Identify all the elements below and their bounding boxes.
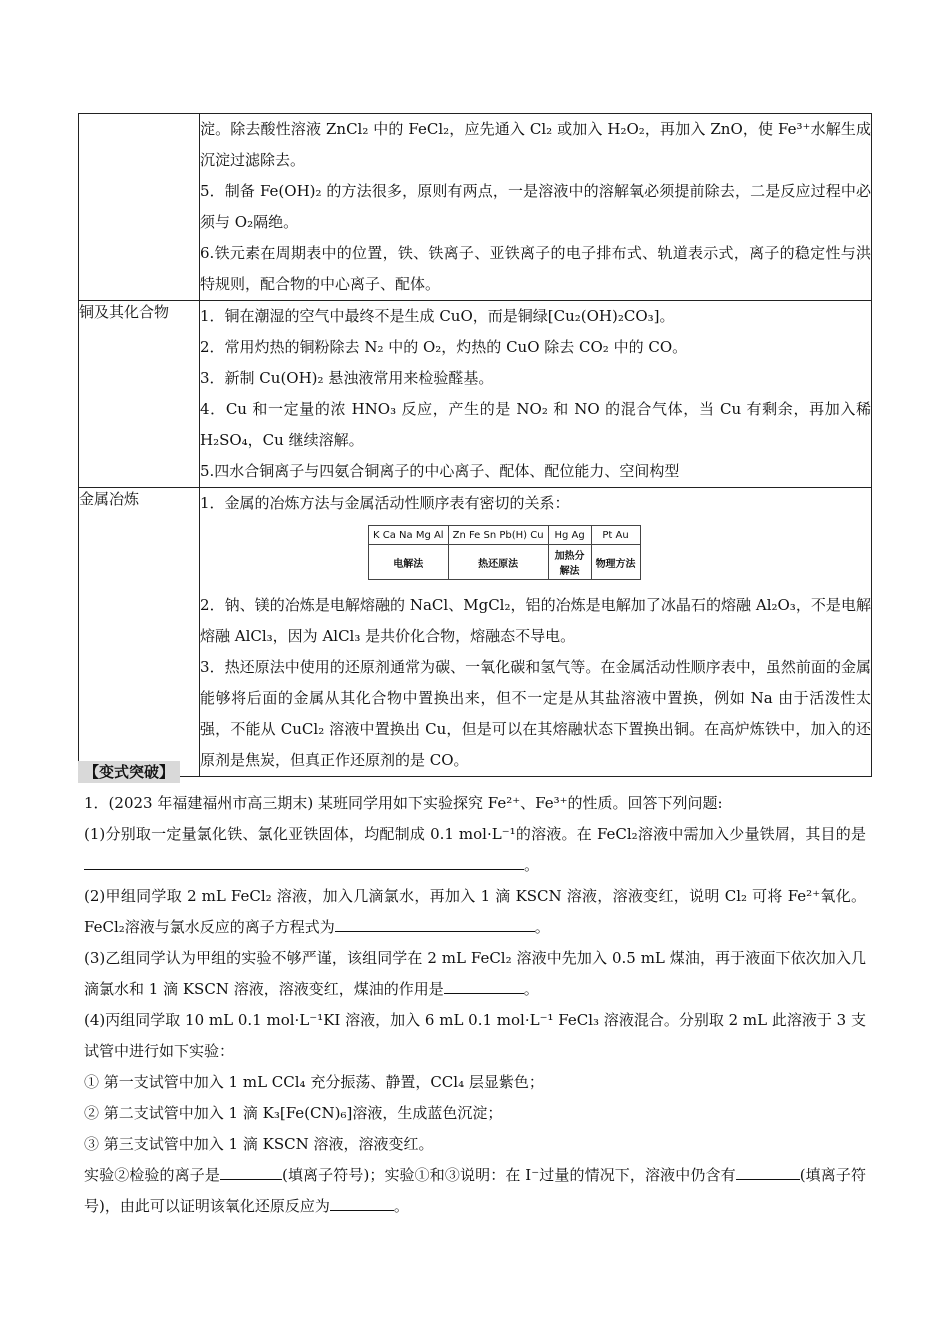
paragraph: 5．制备 Fe(OH)₂ 的方法很多，原则有两点，一是溶液中的溶解氧必须提前除去，二是反应过程中必须与 O₂隔绝。 [200,182,871,231]
metal-group: Hg Ag [548,526,591,545]
table-row [79,301,872,488]
table-row [79,488,872,777]
category-label: 金属冶炼 [79,490,140,508]
metal-group: Zn Fe Sn Pb(H) Cu [448,526,548,545]
answer-blank[interactable] [444,975,524,994]
content-cell [200,488,872,777]
question-stem: 1．(2023 年福建福州市高三期末) 某班同学用如下实验探究 Fe²⁺、Fe³⁺的性质。回答下列问题: [84,794,723,812]
method-label: 电解法 [369,545,449,580]
questions-block [84,788,866,1222]
answer-blank[interactable] [220,1161,282,1180]
metal-group: Pt Au [591,526,640,545]
experiment-item: ① 第一支试管中加入 1 mL CCl₄ 充分振荡、静置，CCl₄ 层显紫色； [84,1073,544,1091]
paragraph: 3．新制 Cu(OH)₂ 悬浊液常用来检验醛基。 [200,369,494,387]
question-part: (3)乙组同学认为甲组的实验不够严谨，该组同学在 2 mL FeCl₂ 溶液中先加入 0.5 mL 煤油，再于液面下依次加入几滴氯水和 1 滴 KSCN 溶液，溶液变红，煤油的作用是 。 [84,949,866,998]
section-title: 【变式突破】 [78,761,180,783]
answer-blank[interactable] [335,913,535,932]
paragraph: 3．热还原法中使用的还原剂通常为碳、一氧化碳和氢气等。在金属活动性顺序表中，虽然前面的金属能够将后面的金属从其化合物中置换出来，但不一定是从其盐溶液中置换，例如 Na 由于活泼性太强，不能从 CuCl₂ 溶液中置换出 Cu，但是可以在其熔融状态下置换出铜。在高炉炼铁中，加入的还原剂是焦炭，但真正作还原剂的是 CO。 [200,658,871,769]
paragraph: 淀。除去酸性溶液 ZnCl₂ 中的 FeCl₂，应先通入 Cl₂ 或加入 H₂O₂，再加入 ZnO，使 Fe³⁺水解生成沉淀过滤除去。 [200,120,871,169]
category-cell [79,488,200,777]
method-label: 热还原法 [448,545,548,580]
category-cell [79,301,200,488]
answer-blank[interactable] [736,1161,800,1180]
category-cell [79,114,200,301]
content-cell [200,301,872,488]
question-part: (2)甲组同学取 2 mL FeCl₂ 溶液，加入几滴氯水，再加入 1 滴 KSCN 溶液，溶液变红，说明 Cl₂ 可将 Fe²⁺氧化。FeCl₂溶液与氯水反应的离子方程式为 。 [84,887,866,936]
paragraph: 2．钠、镁的冶炼是电解熔融的 NaCl、MgCl₂，铝的冶炼是电解加了冰晶石的熔融 Al₂O₃，不是电解熔融 AlCl₃，因为 AlCl₃ 是共价化合物，熔融态不导电。 [200,596,871,645]
paragraph: 4．Cu 和一定量的浓 HNO₃ 反应，产生的是 NO₂ 和 NO 的混合气体，当 Cu 有剩余，再加入稀 H₂SO₄，Cu 继续溶解。 [200,400,871,449]
content-cell [200,114,872,301]
knowledge-table [78,113,872,777]
answer-blank[interactable] [330,1192,394,1211]
paragraph: 5.四水合铜离子与四氨合铜离子的中心离子、配体、配位能力、空间构型 [200,462,680,480]
category-label: 铜及其化合物 [79,303,170,321]
paragraph: 1．金属的冶炼方法与金属活动性顺序表有密切的关系： [200,494,570,512]
metal-group: K Ca Na Mg Al [369,526,449,545]
question-part: (1)分别取一定量氯化铁、氯化亚铁固体，均配制成 0.1 mol·L⁻¹的溶液。在 FeCl₂溶液中需加入少量铁屑，其目的是。 [84,825,866,874]
metal-activity-table [368,525,641,580]
question-part: 实验②检验的离子是 (填离子符号)；实验①和③说明：在 I⁻过量的情况下，溶液中仍含有 (填离子符号)，由此可以证明该氧化还原反应为 。 [84,1160,866,1222]
answer-blank[interactable] [84,851,524,870]
paragraph: 2．常用灼热的铜粉除去 N₂ 中的 O₂，灼热的 CuO 除去 CO₂ 中的 CO。 [200,338,688,356]
paragraph: 1．铜在潮湿的空气中最终不是生成 CuO，而是铜绿[Cu₂(OH)₂CO₃]。 [200,307,675,325]
question-part: (4)丙组同学取 10 mL 0.1 mol·L⁻¹KI 溶液，加入 6 mL 0.1 mol·L⁻¹ FeCl₃ 溶液混合。分别取 2 mL 此溶液于 3 支试管中进行如下实验： [84,1011,866,1060]
method-label: 物理方法 [591,545,640,580]
table-row [79,114,872,301]
paragraph: 6.铁元素在周期表中的位置，铁、铁离子、亚铁离子的电子排布式、轨道表示式，离子的稳定性与洪特规则，配合物的中心离子、配体。 [200,244,871,293]
experiment-item: ③ 第三支试管中加入 1 滴 KSCN 溶液，溶液变红。 [84,1135,434,1153]
experiment-item: ② 第二支试管中加入 1 滴 K₃[Fe(CN)₆]溶液，生成蓝色沉淀； [84,1104,503,1122]
method-label: 加热分解法 [548,545,591,580]
